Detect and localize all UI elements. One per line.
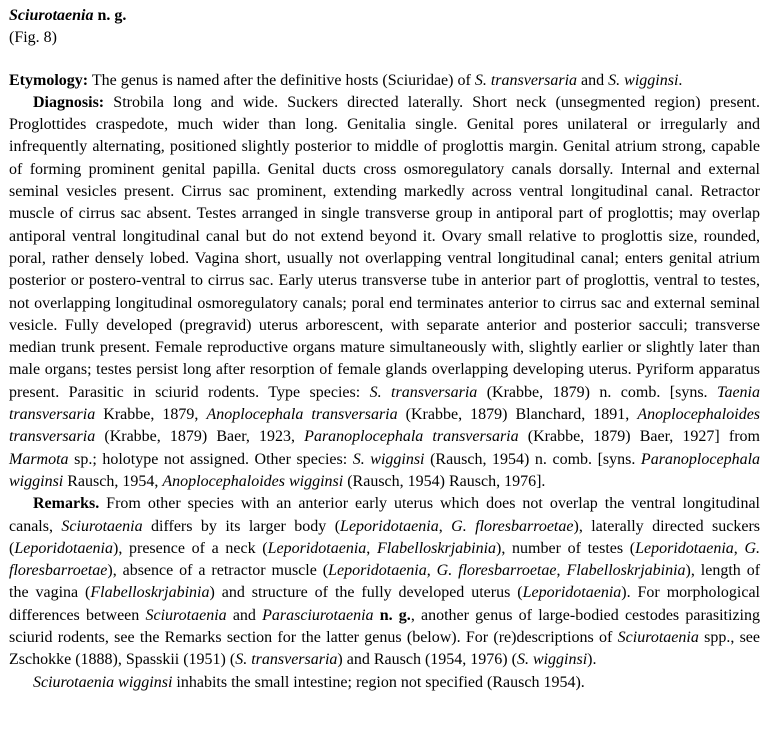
text-run: (Krabbe, 1879) Baer, 1923, bbox=[95, 428, 305, 446]
taxon-name: Marmota bbox=[9, 450, 69, 468]
taxon-name: Anoplocephaloides wigginsi bbox=[162, 472, 344, 490]
taxon-name: Flabelloskrjabinia bbox=[376, 539, 497, 557]
text-run: ), number of testes ( bbox=[496, 539, 636, 557]
taxon-name: Paranoplocephala wigginsi bbox=[9, 450, 761, 490]
text-run: ), length of the vagina ( bbox=[9, 562, 761, 602]
genus-name: Sciurotaenia bbox=[9, 7, 94, 24]
taxon-name: Sciurotaenia bbox=[145, 606, 227, 624]
text-run: (Krabbe, 1879) Blanchard, 1891, bbox=[397, 406, 638, 424]
habitat-paragraph bbox=[9, 672, 760, 694]
text-run: , bbox=[733, 539, 745, 557]
taxon-name: Leporidotaenia bbox=[522, 584, 622, 602]
new-genus-abbreviation: n. g. bbox=[373, 606, 411, 624]
text-run: ), laterally directed suckers ( bbox=[9, 517, 760, 557]
remarks-label: Remarks. bbox=[33, 495, 100, 513]
taxon-name: S. wigginsi bbox=[516, 651, 588, 669]
diagnosis-paragraph bbox=[9, 92, 760, 493]
taxon-name: S. transversaria bbox=[369, 383, 478, 401]
taxon-name: Leporidotaenia bbox=[340, 517, 439, 535]
text-run: ) and Rausch (1954, 1976) ( bbox=[337, 651, 517, 669]
taxon-name: G. floresbarroetae bbox=[9, 539, 761, 580]
taxon-name: Leporidotaenia bbox=[267, 539, 367, 557]
taxon-name: Sciurotaenia bbox=[617, 629, 699, 647]
text-run: . bbox=[678, 71, 683, 89]
taxon-name: S. wigginsi bbox=[352, 450, 425, 468]
text-run: , another genus of large-bodied cestodes parasitizing sciurid rodents, see the Remarks section for the latter genus (below). For (re)descriptions of bbox=[9, 606, 760, 647]
text-run: and bbox=[577, 71, 609, 89]
text-run: differs by its larger body ( bbox=[142, 517, 341, 535]
text-run: , bbox=[426, 562, 437, 580]
taxon-name: Sciurotaenia wigginsi bbox=[33, 673, 173, 691]
taxon-name: Taenia transversaria bbox=[9, 383, 760, 424]
taxon-name: Paranoplocephala transversaria bbox=[304, 428, 519, 446]
text-run: (Rausch, 1954) n. comb. [syns. bbox=[424, 450, 641, 468]
text-run: , bbox=[438, 517, 452, 535]
text-run: sp.; holotype not assigned. Other species: bbox=[68, 450, 353, 468]
figure-reference: (Fig. 8) bbox=[9, 29, 57, 47]
text-run: The genus is named after the definitive hosts (Sciuridae) of bbox=[88, 71, 475, 89]
remarks-paragraph bbox=[9, 493, 760, 671]
etymology-paragraph bbox=[9, 70, 760, 92]
text-run: and bbox=[226, 606, 263, 624]
taxon-name: G. floresbarroetae bbox=[436, 562, 557, 580]
genus-heading bbox=[9, 5, 760, 27]
taxon-name: Flabelloskrjabinia bbox=[566, 562, 686, 580]
new-genus-abbreviation: n. g. bbox=[93, 7, 127, 24]
taxon-name: G. floresbarroetae bbox=[451, 517, 574, 535]
taxon-name: Flabelloskrjabinia bbox=[90, 584, 210, 602]
text-run: , bbox=[556, 562, 567, 580]
taxon-name: Leporidotaenia bbox=[635, 539, 734, 557]
text-run: (Krabbe, 1879) Baer, 1927] from bbox=[518, 428, 760, 446]
text-run: spp., see Zschokke (1888), Spasskii (1951) ( bbox=[9, 629, 761, 669]
text-run: inhabits the small intestine; region not specified (Rausch 1954). bbox=[172, 673, 585, 691]
taxon-name: Leporidotaenia bbox=[328, 562, 427, 580]
text-run: ). For morphological differences between bbox=[9, 584, 761, 624]
text-run: Strobila long and wide. Suckers directed laterally. Short neck (unsegmented region) present. Proglottides craspedote, much wider than long. Genitalia single. Genital pores unilateral or irregularly and infrequently alternating, positioned slightly posterior to middle of proglottis margin. Genital atrium strong, capable of forming prominent genital papilla. Genital ducts cross osmoregulatory canals dorsally. Internal and external seminal vesicles present. Cirrus sac prominent, extending markedly across ventral longitudinal canal. Retractor muscle of cirrus sac absent. Testes arranged in single transverse group in antiporal part of proglottis; may overlap antiporal ventral longitudinal canal but do not extend beyond it. Ovary small relative to proglottis size, rounded, poral, rather densely lobed. Vagina short, usually not overlapping ventral longitudinal canal; enters genital atrium posterior or postero-ventral to cirrus sac. Early uterus transverse tube in anterior part of proglottis, ventral to testes, not overlapping longitudinal osmoregulatory canals; poral end terminates anterior to cirrus sac and external seminal vesicle. Fully developed (pregravid) uterus arborescent, with separate anterior and posterior sacculi; transverse median trunk present. Female reproductive organs mature simultaneously with, slightly earlier or slightly later than male organs; testes persist long after resorption of female glands overlapping developing uterus. Pyriform apparatus present. Parasitic in sciurid rodents. Type species: bbox=[9, 93, 760, 401]
taxon-name: Leporidotaenia bbox=[14, 539, 113, 557]
text-run: Rausch, 1954, bbox=[63, 472, 163, 490]
taxon-name: Parasciurotaenia bbox=[262, 606, 374, 624]
diagnosis-label: Diagnosis: bbox=[33, 93, 105, 111]
text-run: (Krabbe, 1879) n. comb. [syns. bbox=[477, 383, 718, 401]
text-run: ), presence of a neck ( bbox=[113, 539, 268, 557]
taxon-name: Anoplocephaloides transversaria bbox=[9, 406, 761, 446]
taxon-name: S. transversaria bbox=[474, 71, 578, 89]
text-run: (Rausch, 1954) Rausch, 1976]. bbox=[343, 472, 546, 490]
taxon-name: Sciurotaenia bbox=[61, 517, 143, 535]
text-run: ) and structure of the fully developed uterus ( bbox=[209, 584, 523, 602]
text-run: ). bbox=[587, 651, 597, 669]
taxon-name: S. wigginsi bbox=[608, 71, 679, 89]
etymology-label: Etymology: bbox=[9, 71, 89, 89]
taxon-name: S. transversaria bbox=[235, 651, 338, 669]
text-run: ), absence of a retractor muscle ( bbox=[107, 562, 329, 580]
text-run: , bbox=[366, 539, 377, 557]
taxon-name: Anoplocephala transversaria bbox=[206, 406, 398, 424]
text-run: Krabbe, 1879, bbox=[95, 406, 207, 424]
text-run: From other species with an anterior early uterus which does not overlap the ventral longitudinal canals, bbox=[9, 495, 760, 535]
